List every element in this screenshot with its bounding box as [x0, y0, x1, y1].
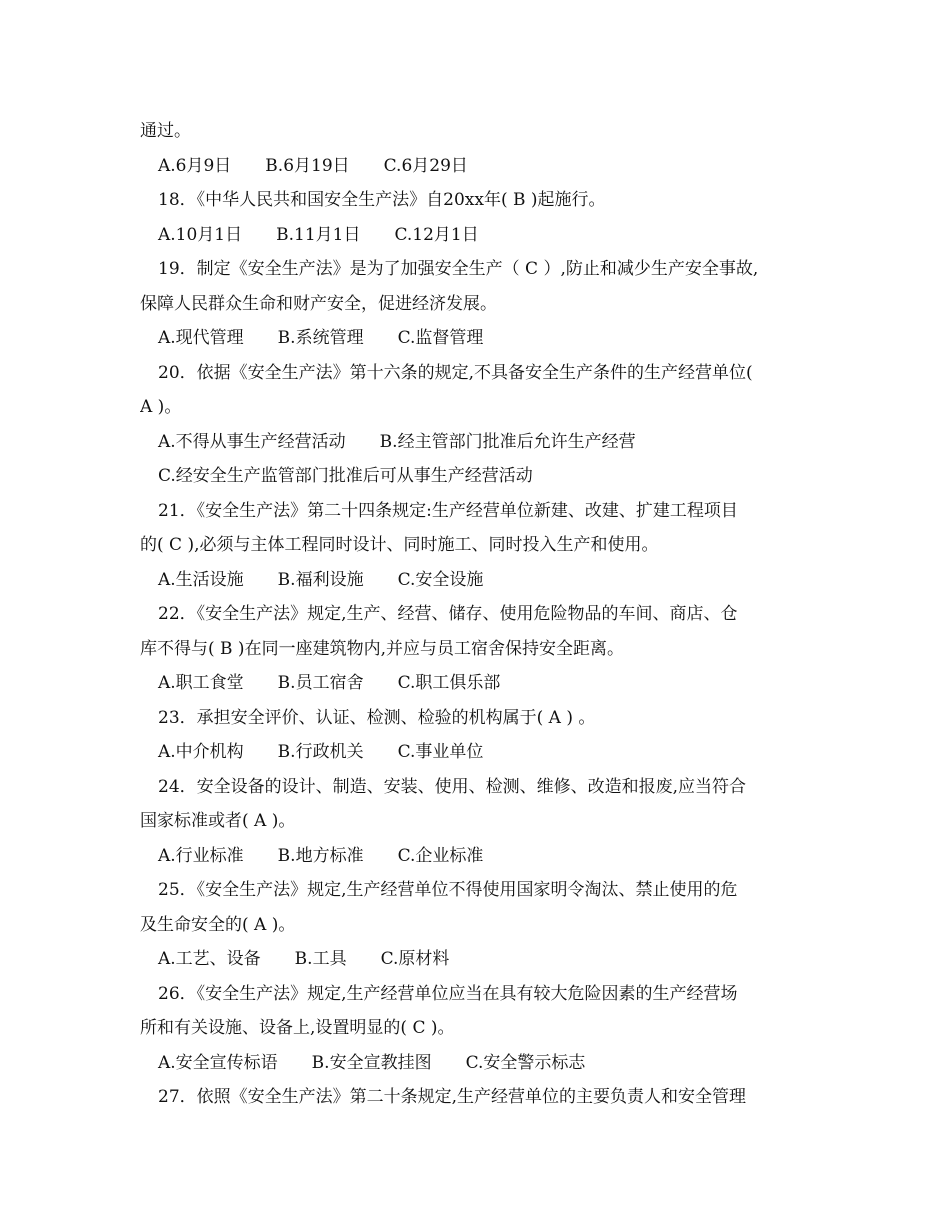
answer-options: A.安全宣传标语 B.安全宣教挂图 C.安全警示标志: [158, 1052, 586, 1073]
question-21: 21．《安全生产法》第二十四条规定:生产经营单位新建、改建、扩建工程项目: [158, 500, 738, 521]
question-20: 20．依据《安全生产法》第十六条的规定,不具备安全生产条件的生产经营单位(: [158, 362, 753, 383]
answer-options: A.中介机构 B.行政机关 C.事业单位: [158, 742, 484, 762]
question-25: 25．《安全生产法》规定,生产经营单位不得使用国家明令淘汰、禁止使用的危: [158, 880, 738, 900]
text-line: 库不得与( B )在同一座建筑物内,并应与员工宿舍保持安全距离。: [140, 638, 624, 659]
text-line: 及生命安全的( A )。: [140, 914, 296, 935]
question-18: 18．《中华人民共和国安全生产法》自20xx年( B )起施行。: [158, 190, 606, 210]
text-line: 保障人民群众生命和财产安全，促进经济发展。: [140, 293, 497, 314]
answer-options: A.不得从事生产经营活动 B.经主管部门批准后允许生产经营: [158, 431, 636, 452]
question-19: 19．制定《安全生产法》是为了加强安全生产（ C ）,防止和减少生产安全事故,: [158, 259, 759, 279]
answer-options: A.工艺、设备 B.工具 C.原材料: [158, 949, 450, 969]
answer-options: A.现代管理 B.系统管理 C.监督管理: [158, 328, 484, 348]
text-line: A )。: [140, 397, 182, 417]
text-line: 的( C ),必须与主体工程同时设计、同时施工、同时投入生产和使用。: [140, 535, 659, 555]
question-23: 23．承担安全评价、认证、检测、检验的机构属于( A ) 。: [158, 707, 596, 728]
answer-options: A.生活设施 B.福利设施 C.安全设施: [158, 569, 484, 590]
text-line: 国家标准或者( A )。: [140, 811, 296, 831]
answer-options: C.经安全生产监管部门批准后可从事生产经营活动: [158, 466, 533, 486]
text-line: 所和有关设施、设备上,设置明显的( C )。: [140, 1018, 455, 1038]
answer-options: A.职工食堂 B.员工宿舍 C.职工俱乐部: [158, 673, 501, 693]
question-26: 26．《安全生产法》规定,生产经营单位应当在具有较大危险因素的生产经营场: [158, 983, 738, 1004]
question-27: 27．依照《安全生产法》第二十条规定,生产经营单位的主要负责人和安全管理: [158, 1087, 747, 1107]
answer-options: A.10月1日 B.11月1日 C.12月1日: [158, 224, 479, 245]
text-line: 通过。: [140, 121, 191, 141]
question-24: 24．安全设备的设计、制造、安装、使用、检测、维修、改造和报废,应当符合: [158, 776, 747, 797]
answer-options: A.行业标准 B.地方标准 C.企业标准: [158, 845, 484, 866]
answer-options: A.6月9日 B.6月19日 C.6月29日: [158, 155, 468, 176]
question-22: 22．《安全生产法》规定,生产、经营、储存、使用危险物品的车间、商店、仓: [158, 604, 738, 624]
document-body: [140, 114, 820, 1115]
